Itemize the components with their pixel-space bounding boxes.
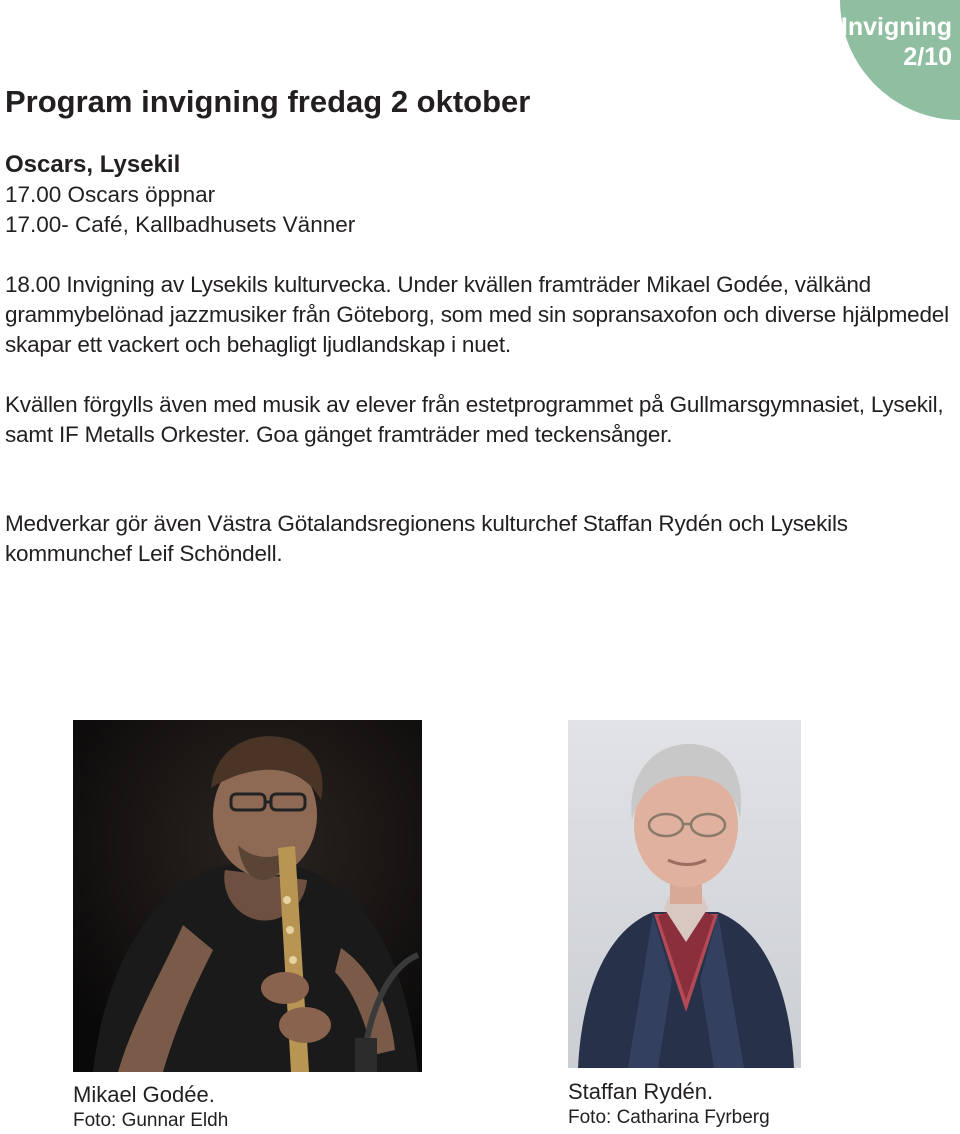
paragraph-participants: Medverkar gör även Västra Götalandsregionens kulturchef Staffan Rydén och Lysekils kommunchef Leif Schöndell.	[5, 511, 848, 566]
caption-credit: Foto: Catharina Fyrberg	[568, 1107, 770, 1128]
paragraph-music: Kvällen förgylls även med musik av elever från estetprogrammet på Gullmarsgymnasiet, Lysekil, samt IF Metalls Orkester. Goa gänget framträder med teckensånger.	[5, 392, 944, 447]
schedule-item: 17.00- Café, Kallbadhusets Vänner	[5, 212, 356, 237]
photo-caption-ryden	[568, 1079, 770, 1131]
caption-name: Staffan Rydén.	[568, 1079, 714, 1104]
venue-heading: Oscars, Lysekil	[5, 151, 181, 178]
saxophonist-illustration	[73, 720, 422, 1072]
portrait-illustration	[568, 720, 801, 1068]
photo-caption-godee	[73, 1082, 228, 1134]
paragraph-inauguration: 18.00 Invigning av Lysekils kulturvecka. Under kvällen framträder Mikael Godée, välkänd grammybelönad jazzmusiker från Göteborg, som med sin sopransaxofon och diverse hjälpmedel skapar ett vackert och behagligt ljudlandskap i nuet.	[5, 272, 949, 357]
photo-mikael-godee	[73, 720, 422, 1072]
section-label	[841, 12, 952, 72]
photo-staffan-ryden	[568, 720, 801, 1068]
page-title: Program invigning fredag 2 oktober	[5, 84, 531, 119]
caption-name: Mikael Godée.	[73, 1082, 215, 1107]
page-number: 2/10	[903, 43, 952, 71]
schedule-list	[5, 180, 355, 240]
schedule-item: 17.00 Oscars öppnar	[5, 182, 216, 207]
section-title: Invigning	[840, 13, 952, 41]
caption-credit: Foto: Gunnar Eldh	[73, 1110, 229, 1131]
